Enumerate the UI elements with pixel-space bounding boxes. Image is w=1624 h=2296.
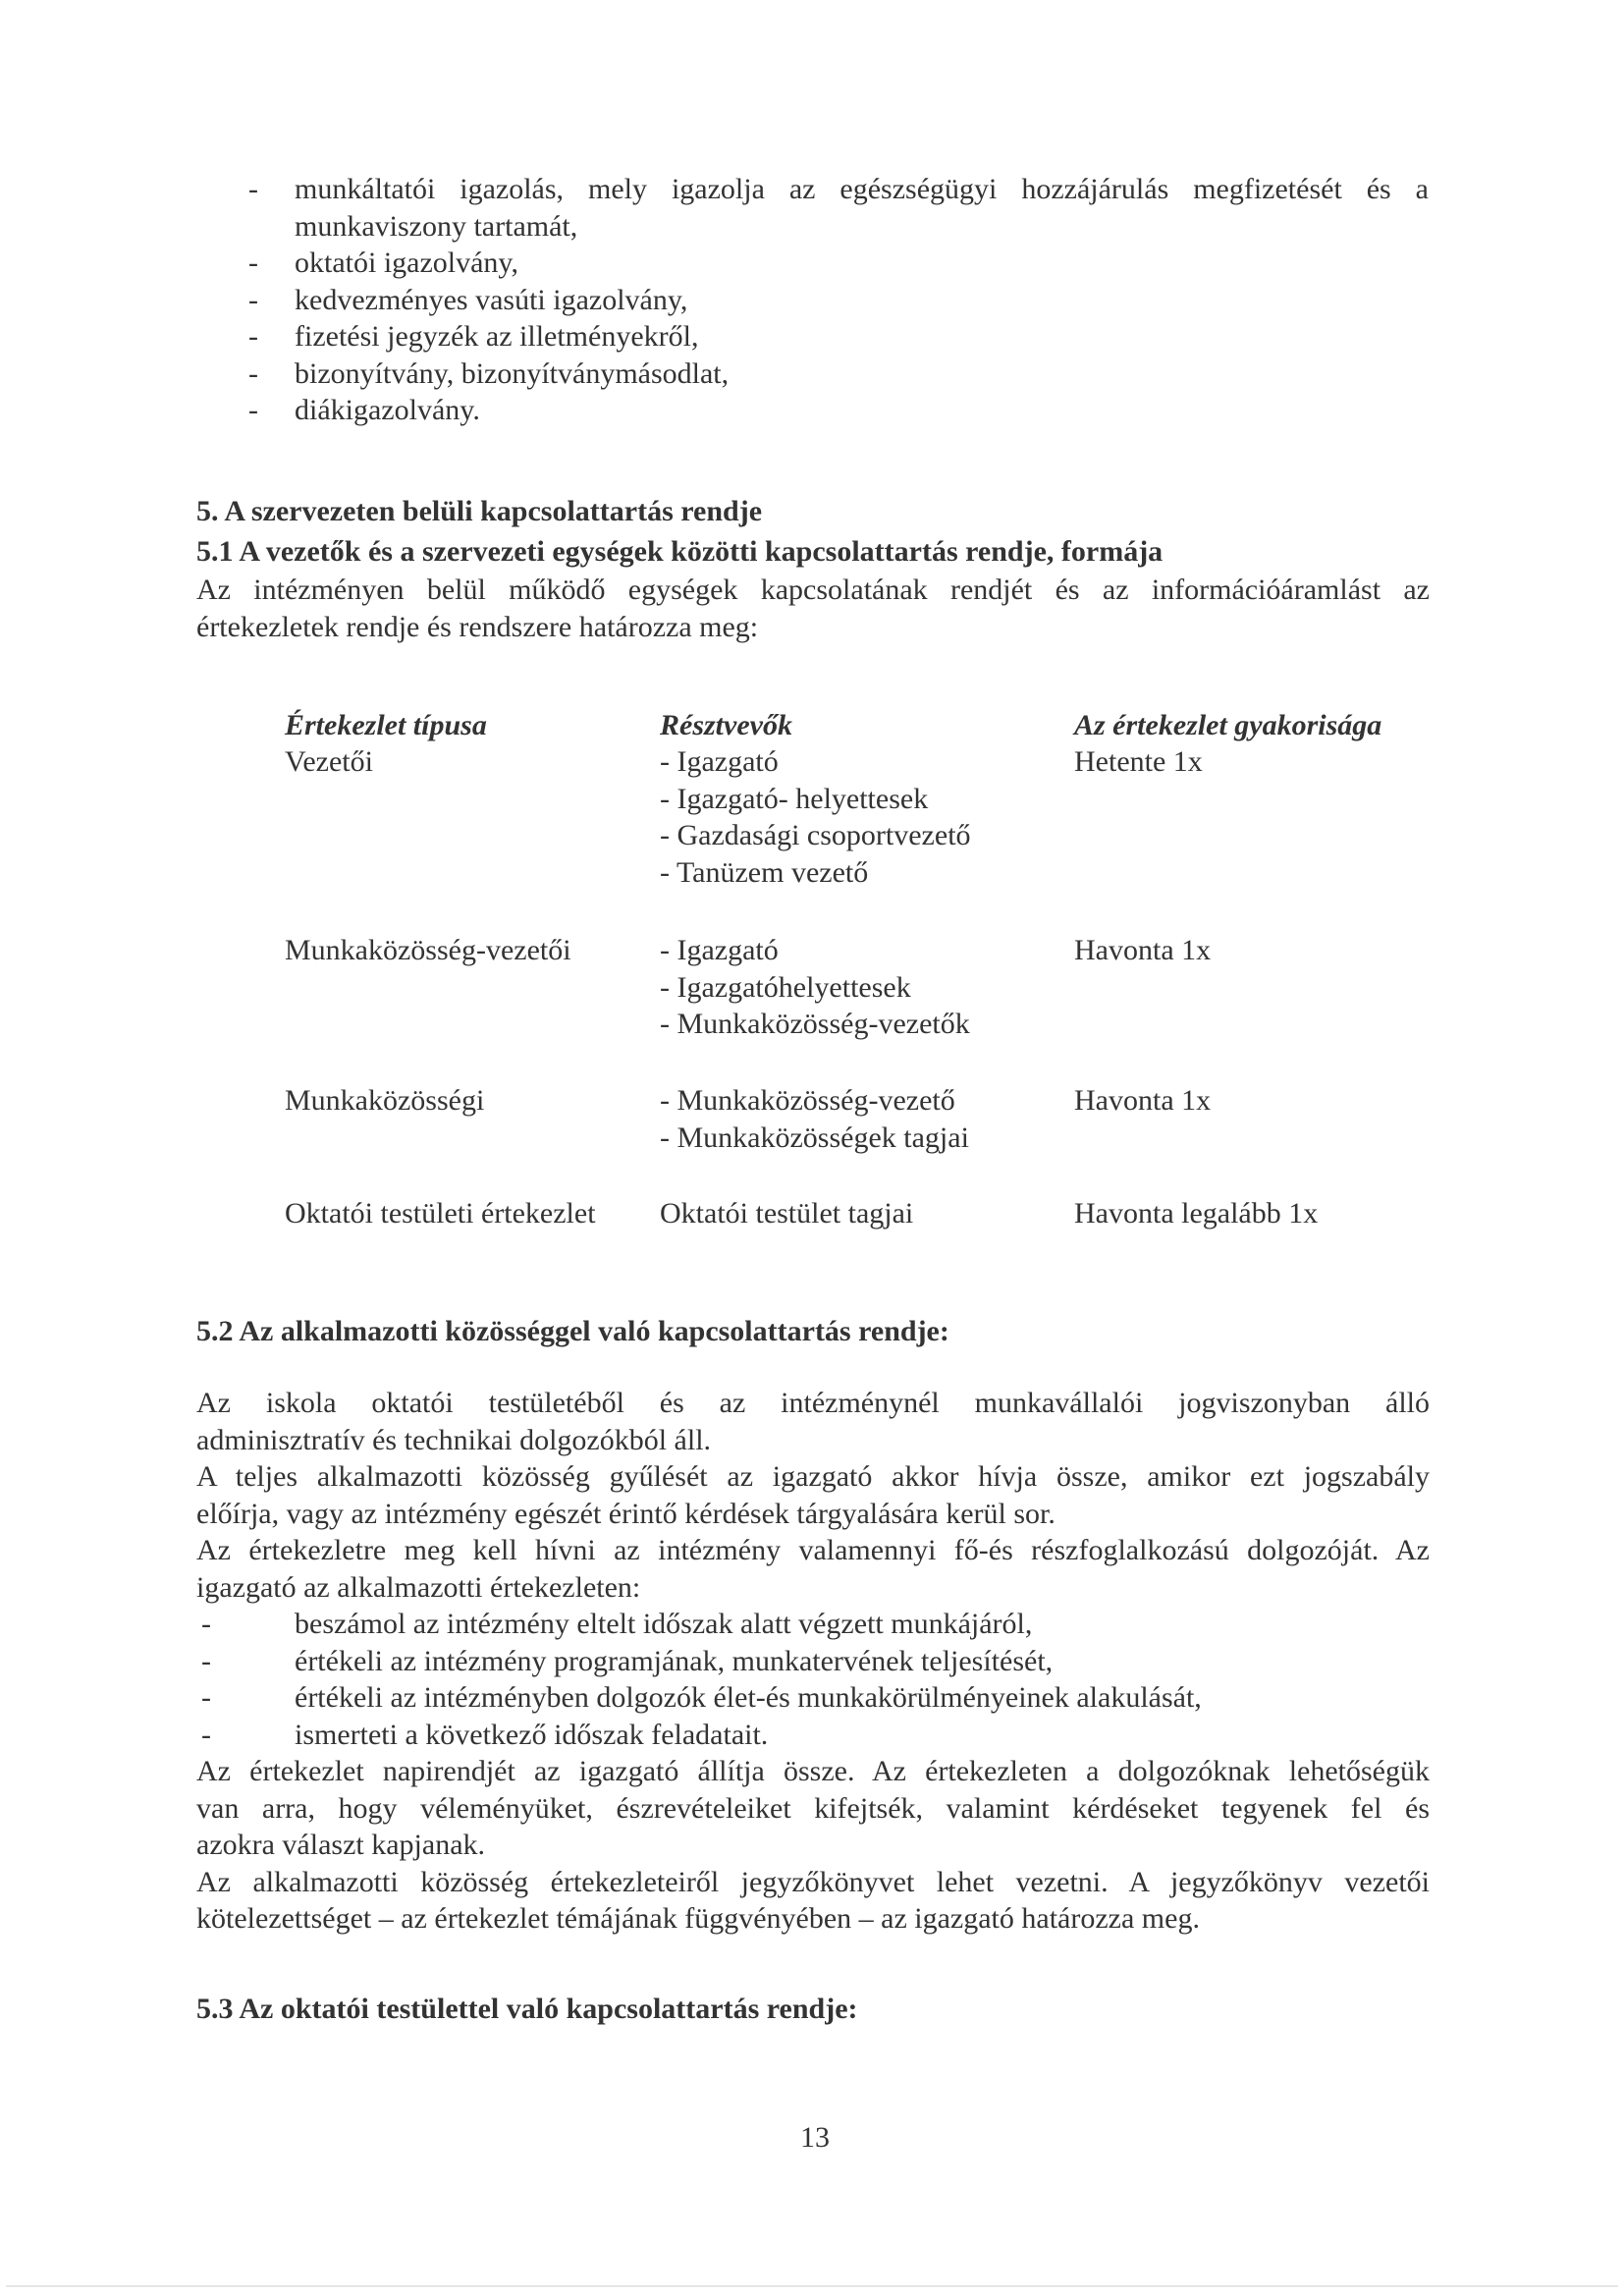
list-item (196, 1606, 1430, 1643)
scan-edge-line (6, 2285, 1618, 2287)
participant: - Munkaközösség-vezetők (660, 1008, 970, 1040)
list-item (196, 1717, 1430, 1754)
table-cell-frequency: Hetente 1x (1074, 745, 1203, 778)
paragraph-line: igazgató az alkalmazotti értekezleten: (196, 1570, 641, 1604)
list-dash: - (201, 1718, 211, 1751)
section-heading-5: 5. A szervezeten belüli kapcsolattartás rendje (196, 495, 763, 527)
paragraph-line: Az iskola oktatói testületéből és az intézménynél munkavállalói jogviszonyban álló (196, 1387, 1430, 1419)
list-item-continuation (248, 208, 1436, 246)
document-list-certificates (248, 171, 1436, 429)
list-item-text: ismerteti a következő időszak feladatait. (295, 1718, 769, 1751)
participant: - Munkaközösségek tagjai (660, 1121, 969, 1154)
table-header-frequency: Az értekezlet gyakorisága (1074, 709, 1382, 741)
table-cell-participants (660, 1082, 969, 1156)
table-cell-type: Vezetői (285, 745, 373, 778)
list-item (248, 318, 1436, 355)
table-header-type: Értekezlet típusa (285, 709, 487, 741)
duties-list (196, 1606, 1430, 1753)
section-heading-5-1: 5.1 A vezetők és a szervezeti egységek közötti kapcsolattartás rendje, formája (196, 535, 1164, 568)
list-dash: - (201, 1608, 211, 1640)
list-dash: - (248, 356, 258, 390)
list-item-text: beszámol az intézmény eltelt időszak alatt végzett munkájáról, (295, 1608, 1033, 1640)
paragraph-line: azokra választ kapjanak. (196, 1829, 486, 1861)
table-cell-frequency: Havonta 1x (1074, 934, 1212, 966)
paragraph-line: értekezletek rendje és rendszere határozza meg: (196, 610, 759, 643)
table-cell-type: Oktatói testületi értekezlet (285, 1197, 596, 1230)
list-dash: - (248, 283, 258, 316)
list-dash: - (201, 1644, 211, 1677)
table-cell-frequency: Havonta legalább 1x (1074, 1197, 1319, 1230)
table-cell-participants (660, 1195, 913, 1232)
list-item-text: munkaviszony tartamát, (295, 209, 578, 243)
participant: - Gazdasági csoportvezető (660, 819, 971, 851)
list-item (196, 1679, 1430, 1717)
list-item (248, 171, 1436, 208)
participant: Oktatói testület tagjai (660, 1197, 914, 1230)
paragraph-line: Az értekezletre meg kell hívni az intézmény valamennyi fő-és részfoglalkozású dolgozóját. Az (196, 1534, 1430, 1566)
table-cell-frequency: Havonta 1x (1074, 1084, 1212, 1117)
list-dash: - (248, 246, 258, 279)
list-dash: - (248, 173, 258, 205)
list-item (248, 355, 1436, 393)
paragraph-line: kötelezettséget – az értekezlet témájának függvényében – az igazgató határozza meg. (196, 1902, 1200, 1935)
participant: - Igazgatóhelyettesek (660, 970, 911, 1004)
list-item (248, 282, 1436, 319)
participant: - Munkaközösség-vezető (660, 1084, 955, 1117)
paragraph-line: Az értekezlet napirendjét az igazgató állítja össze. Az értekezleten a dolgozóknak lehetőségük (196, 1755, 1430, 1787)
paragraph-line: előírja, vagy az intézmény egészét érintő kérdések tárgyalására kerül sor. (196, 1497, 1056, 1530)
section-5-2-body (196, 1385, 1430, 1938)
list-item (196, 1643, 1430, 1680)
duties-list-inner (196, 1606, 1430, 1753)
table-cell-type: Munkaközösségi (285, 1084, 485, 1117)
paragraph-line: adminisztratív és technikai dolgozókból áll. (196, 1423, 712, 1456)
participant: - Igazgató- helyettesek (660, 782, 929, 815)
participant: - Igazgató (660, 934, 779, 966)
section-5-1-intro (196, 572, 1430, 645)
table-header-participants: Résztvevők (660, 709, 792, 741)
section-heading-5-2: 5.2 Az alkalmazotti közösséggel való kapcsolattartás rendje: (196, 1315, 949, 1347)
list-item-text: oktatói igazolvány, (295, 246, 518, 279)
table-cell-type: Munkaközösség-vezetői (285, 934, 571, 966)
list-dash: - (248, 320, 258, 353)
section-heading-5-3: 5.3 Az oktatói testülettel való kapcsolattartás rendje: (196, 1993, 858, 2025)
table-cell-participants (660, 932, 970, 1043)
list-item (248, 245, 1436, 282)
list-item-text: fizetési jegyzék az illetményekről, (295, 320, 699, 353)
list-item-text: értékeli az intézményben dolgozók élet-és munkakörülményeinek alakulását, (295, 1681, 1202, 1714)
list-item-text: munkáltatói igazolás, mely igazolja az egészségügyi hozzájárulás megfizetését és a (295, 173, 1429, 205)
paragraph-line: van arra, hogy véleményüket, észrevételeiket kifejtsék, valamint kérdéseket tegyenek fel és (196, 1791, 1430, 1825)
list-item-text: diákigazolvány. (295, 394, 480, 426)
list-item-text: értékeli az intézmény programjának, munkatervének teljesítését, (295, 1644, 1054, 1677)
page-number: 13 (800, 2121, 830, 2154)
table-cell-participants (660, 743, 971, 891)
list-item-text: kedvezményes vasúti igazolvány, (295, 283, 688, 316)
participant: - Tanüzem vezető (660, 855, 869, 889)
paragraph-line: Az alkalmazotti közösség értekezleteiről jegyzőkönyvet lehet vezetni. A jegyzőkönyv vezetői (196, 1865, 1430, 1898)
list-item (248, 392, 1436, 429)
list-dash: - (201, 1681, 211, 1714)
list-dash: - (248, 394, 258, 426)
list-item-text: bizonyítvány, bizonyítványmásodlat, (295, 356, 730, 390)
participant: - Igazgató (660, 745, 779, 778)
paragraph-line: Az intézményen belül működő egységek kapcsolatának rendjét és az információáramlást az (196, 574, 1430, 606)
paragraph-line: A teljes alkalmazotti közösség gyűlését az igazgató akkor hívja össze, amikor ezt jogszabály (196, 1460, 1430, 1493)
